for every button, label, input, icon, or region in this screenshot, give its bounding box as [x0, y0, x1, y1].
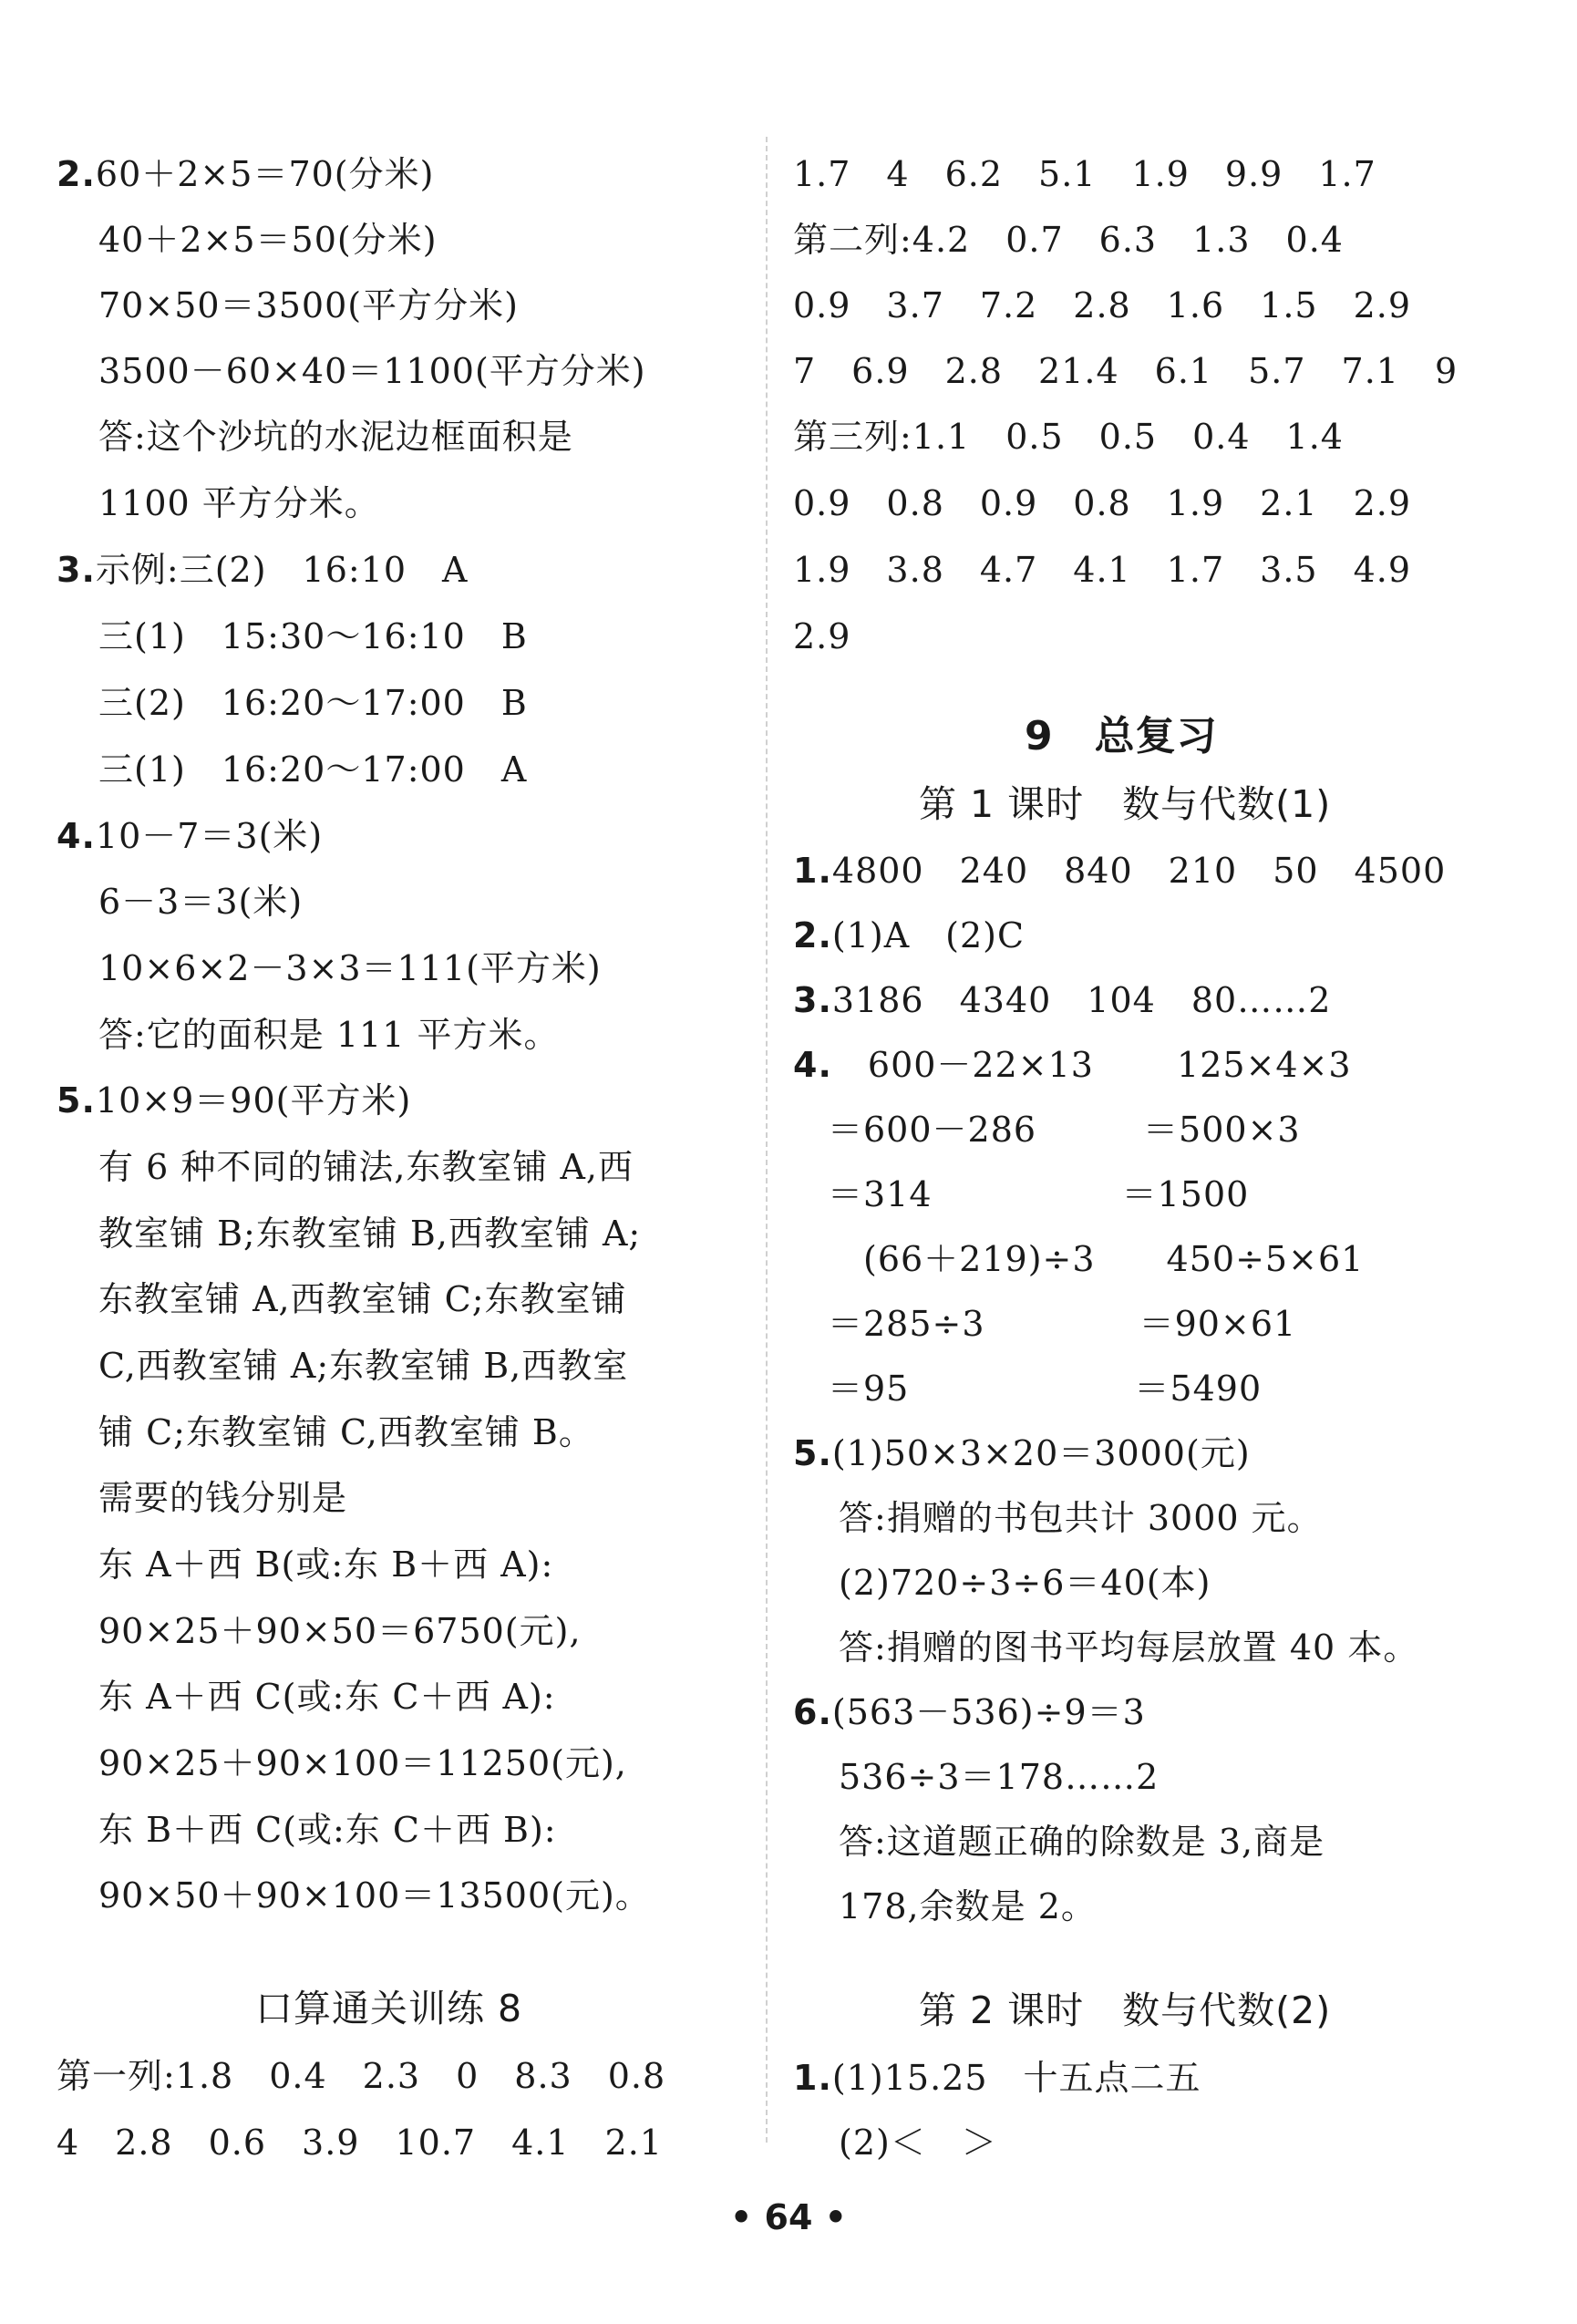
- answer-line: 东教室铺 A,西教室铺 C;东教室铺: [98, 1279, 627, 1319]
- answer-line: (2)720÷3÷6＝40(本): [839, 1563, 1211, 1603]
- answer-line: 教室铺 B;东教室铺 B,西教室铺 A;: [98, 1214, 642, 1254]
- answer-line: 90×50＋90×100＝13500(元)。: [98, 1875, 651, 1916]
- answer-line: 3500－60×40＝1100(平方分米): [98, 351, 646, 391]
- answer-line: ＝95 ＝5490: [828, 1369, 1263, 1409]
- answer-line: 需要的钱分别是: [98, 1478, 348, 1518]
- answer-line: 1100 平方分米。: [98, 483, 380, 523]
- answer-line: 东 A＋西 B(或:东 B＋西 A):: [98, 1544, 554, 1585]
- chapter-heading: 9 总复习: [1025, 713, 1218, 759]
- answer-line: 90×25＋90×50＝6750(元),: [98, 1611, 582, 1651]
- answer-line: 1.9 3.8 4.7 4.1 1.7 3.5 4.9: [793, 550, 1412, 590]
- page-number: • 64 •: [730, 2197, 847, 2237]
- answer-line: 答:这道题正确的除数是 3,商是: [839, 1822, 1325, 1862]
- question-4: 4.10－7＝3(米): [57, 816, 324, 856]
- answer-line: 铺 C;东教室铺 C,西教室铺 B。: [98, 1412, 594, 1452]
- answer-line: (66＋219)÷3 450÷5×61: [828, 1239, 1365, 1279]
- question-3: 3.示例:三(2) 16:10 A: [57, 550, 469, 590]
- answer-line: 0.9 3.7 7.2 2.8 1.6 1.5 2.9: [793, 285, 1412, 325]
- answer-line: 答:捐赠的书包共计 3000 元。: [839, 1498, 1323, 1538]
- answer-line: 东 B＋西 C(或:东 C＋西 B):: [98, 1810, 557, 1850]
- answer-line: 0.9 0.8 0.9 0.8 1.9 2.1 2.9: [793, 483, 1412, 523]
- answer-line: ＝314 ＝1500: [828, 1174, 1250, 1214]
- answer-line: 536÷3＝178……2: [839, 1757, 1160, 1797]
- question-1: 1.(1)15.25 十五点二五: [793, 2058, 1201, 2098]
- question-2: 2.60＋2×5＝70(分米): [57, 154, 435, 194]
- answer-line: 答:捐赠的图书平均每层放置 40 本。: [839, 1627, 1419, 1668]
- question-2: 2.(1)A (2)C: [793, 915, 1026, 955]
- answer-line: 4 2.8 0.6 3.9 10.7 4.1 2.1: [57, 2123, 663, 2163]
- answer-line: 第二列:4.2 0.7 6.3 1.3 0.4: [793, 220, 1344, 260]
- question-1: 1.4800 240 840 210 50 4500: [793, 851, 1447, 891]
- answer-line: 178,余数是 2。: [839, 1886, 1097, 1926]
- answer-line: 90×25＋90×100＝11250(元),: [98, 1743, 627, 1783]
- lesson-heading: 第 1 课时 数与代数(1): [919, 782, 1332, 826]
- answer-line: 答:这个沙坑的水泥边框面积是: [98, 417, 573, 457]
- answer-line: 有 6 种不同的铺法,东教室铺 A,西: [98, 1147, 634, 1187]
- answer-line: 7 6.9 2.8 21.4 6.1 5.7 7.1 9: [793, 351, 1458, 391]
- question-6: 6.(563－536)÷9＝3: [793, 1692, 1146, 1732]
- answer-line: 70×50＝3500(平方分米): [98, 285, 519, 325]
- answer-line: ＝600－286 ＝500×3: [828, 1110, 1301, 1150]
- answer-line: C,西教室铺 A;东教室铺 B,西教室: [98, 1346, 629, 1386]
- answer-line: 三(1) 15:30～16:10 B: [98, 616, 528, 656]
- question-3: 3.3186 4340 104 80……2: [793, 980, 1332, 1020]
- answer-line: 40＋2×5＝50(分米): [98, 220, 438, 260]
- answer-line: 答:它的面积是 111 平方米。: [98, 1015, 560, 1055]
- answer-line: 第三列:1.1 0.5 0.5 0.4 1.4: [793, 417, 1344, 457]
- answer-line: 6－3＝3(米): [98, 882, 304, 922]
- answer-line: 三(2) 16:20～17:00 B: [98, 683, 528, 723]
- answer-line: (2)＜ ＞: [839, 2123, 997, 2163]
- answer-line: 2.9: [793, 616, 851, 656]
- lesson-heading: 第 2 课时 数与代数(2): [919, 1988, 1332, 2032]
- answer-line: 1.7 4 6.2 5.1 1.9 9.9 1.7: [793, 154, 1376, 194]
- question-4: 4. 600－22×13 125×4×3: [793, 1045, 1352, 1085]
- question-5: 5.(1)50×3×20＝3000(元): [793, 1433, 1251, 1473]
- answer-line: 第一列:1.8 0.4 2.3 0 8.3 0.8: [57, 2056, 666, 2096]
- answer-line: 10×6×2－3×3＝111(平方米): [98, 948, 602, 988]
- answer-line: 东 A＋西 C(或:东 C＋西 A):: [98, 1677, 556, 1717]
- answer-line: 三(1) 16:20～17:00 A: [98, 749, 528, 790]
- question-5: 5.10×9＝90(平方米): [57, 1080, 412, 1121]
- section-heading: 口算通关训练 8: [255, 1987, 523, 2030]
- answer-line: ＝285÷3 ＝90×61: [828, 1304, 1297, 1344]
- column-divider: [766, 137, 768, 2143]
